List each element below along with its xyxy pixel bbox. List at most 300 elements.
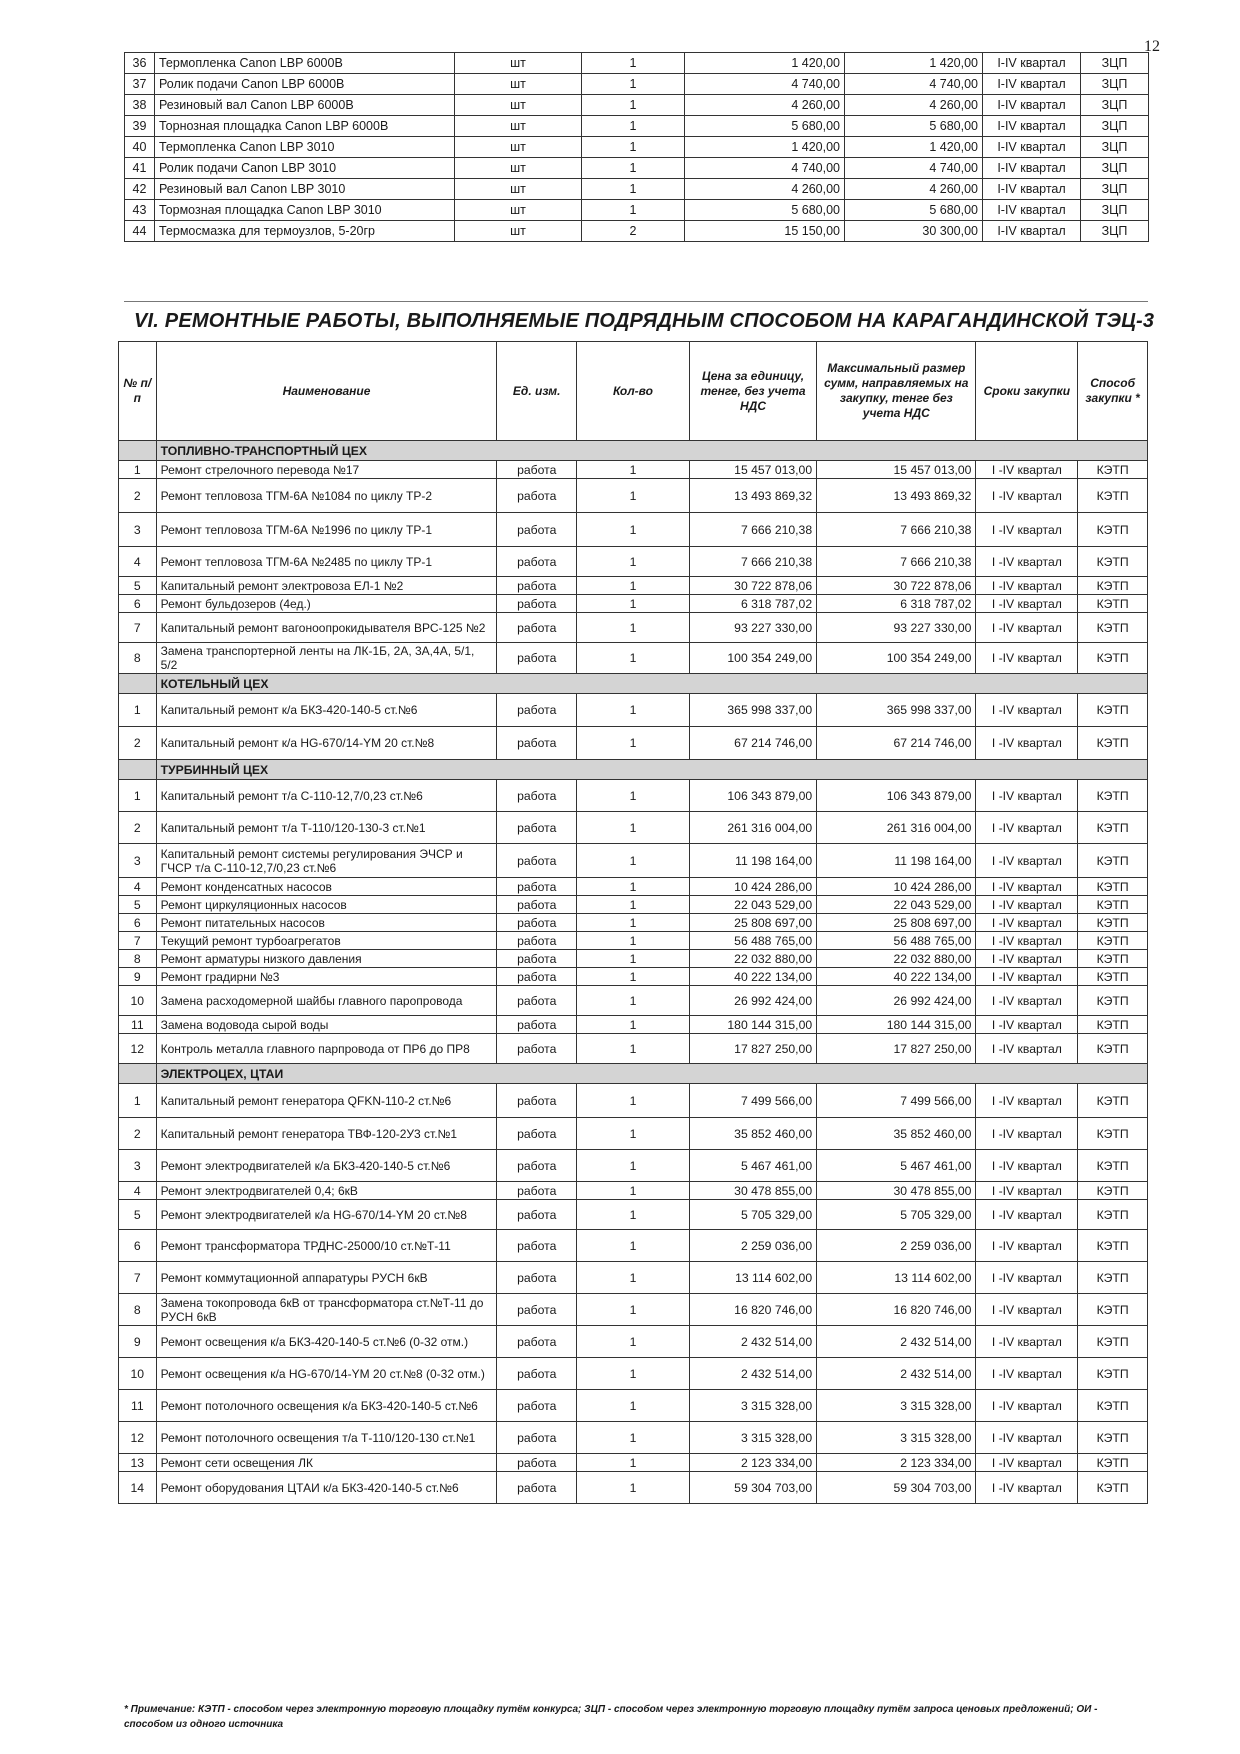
table-row [125, 116, 1149, 137]
row-number: 5 [119, 896, 157, 914]
unit: работа [497, 1454, 577, 1472]
unit: работа [497, 595, 577, 613]
row-number: 3 [119, 844, 157, 878]
max-amount: 30 300,00 [845, 221, 983, 242]
max-amount: 2 123 334,00 [817, 1454, 976, 1472]
unit: шт [455, 95, 582, 116]
quantity: 1 [577, 932, 690, 950]
unit-price: 5 680,00 [685, 116, 845, 137]
row-number: 36 [125, 53, 155, 74]
item-name: Ремонт оборудования ЦТАИ к/а БКЗ-420-140-5 ст.№6 [156, 1472, 497, 1504]
unit-price: 5 467 461,00 [689, 1150, 816, 1182]
purchase-method: КЭТП [1078, 1084, 1148, 1118]
purchase-period: I -IV квартал [976, 1294, 1078, 1326]
unit-price: 2 432 514,00 [689, 1358, 816, 1390]
row-number: 4 [119, 878, 157, 896]
unit: работа [497, 1230, 577, 1262]
item-name: Ремонт тепловоза ТГМ-6А №1084 по циклу ТР-2 [156, 479, 497, 513]
item-name: Капитальный ремонт генератора ТВФ-120-2У3 ст.№1 [156, 1118, 497, 1150]
quantity: 1 [582, 200, 685, 221]
purchase-method: КЭТП [1078, 844, 1148, 878]
unit: работа [497, 844, 577, 878]
purchase-period: I-IV квартал [983, 179, 1081, 200]
row-number: 41 [125, 158, 155, 179]
unit: работа [497, 613, 577, 643]
table-row [119, 1118, 1148, 1150]
purchase-period: I -IV квартал [976, 1200, 1078, 1230]
unit: работа [497, 1150, 577, 1182]
quantity: 1 [577, 1390, 690, 1422]
purchase-method: КЭТП [1078, 950, 1148, 968]
row-number: 1 [119, 780, 157, 812]
quantity: 1 [577, 812, 690, 844]
quantity: 1 [577, 727, 690, 760]
item-name: Капитальный ремонт вагоноопрокидывателя ВРС-125 №2 [156, 613, 497, 643]
unit: работа [497, 1084, 577, 1118]
max-amount: 59 304 703,00 [817, 1472, 976, 1504]
item-name: Контроль металла главного парпровода от ПР6 до ПР8 [156, 1034, 497, 1064]
item-name: Тормозная площадка Canon LBP 3010 [155, 200, 455, 221]
purchase-period: I -IV квартал [976, 932, 1078, 950]
section-title: VI. РЕМОНТНЫЕ РАБОТЫ, ВЫПОЛНЯЕМЫЕ ПОДРЯДНЫМ СПОСОБОМ НА КАРАГАНДИНСКОЙ ТЭЦ-3 [134, 310, 1155, 332]
quantity: 1 [577, 1326, 690, 1358]
quantity: 1 [577, 595, 690, 613]
quantity: 1 [577, 986, 690, 1016]
purchase-method: КЭТП [1078, 595, 1148, 613]
unit: шт [455, 116, 582, 137]
unit-price: 180 144 315,00 [689, 1016, 816, 1034]
unit: работа [497, 1390, 577, 1422]
unit: работа [497, 896, 577, 914]
unit: работа [497, 950, 577, 968]
purchase-period: I -IV квартал [976, 878, 1078, 896]
unit-price: 4 260,00 [685, 95, 845, 116]
row-number: 7 [119, 932, 157, 950]
table-row [119, 914, 1148, 932]
item-name: Ремонт сети освещения ЛК [156, 1454, 497, 1472]
table-row [119, 1230, 1148, 1262]
purchase-method: КЭТП [1078, 613, 1148, 643]
item-name: Ремонт тепловоза ТГМ-6А №2485 по циклу ТР-1 [156, 547, 497, 577]
page-number: 12 [1144, 38, 1160, 55]
item-name: Ремонт конденсатных насосов [156, 878, 497, 896]
row-number: 11 [119, 1016, 157, 1034]
quantity: 1 [577, 1294, 690, 1326]
table-row [119, 577, 1148, 595]
max-amount: 261 316 004,00 [817, 812, 976, 844]
max-amount: 93 227 330,00 [817, 613, 976, 643]
max-amount: 40 222 134,00 [817, 968, 976, 986]
row-number: 4 [119, 1182, 157, 1200]
header-unit-price: Цена за единицу, тенге, без учета НДС [689, 342, 816, 441]
purchase-period: I -IV квартал [976, 1016, 1078, 1034]
table-row [125, 179, 1149, 200]
department-row [119, 674, 1148, 694]
purchase-period: I -IV квартал [976, 1326, 1078, 1358]
item-name: Замена водовода сырой воды [156, 1016, 497, 1034]
max-amount: 4 740,00 [845, 74, 983, 95]
item-name: Ремонт электродвигателей 0,4; 6кВ [156, 1182, 497, 1200]
purchase-period: I -IV квартал [976, 812, 1078, 844]
table-row [119, 643, 1148, 674]
department-spacer [119, 441, 157, 461]
item-name: Ремонт стрелочного перевода №17 [156, 461, 497, 479]
purchase-method: КЭТП [1078, 643, 1148, 674]
unit: шт [455, 53, 582, 74]
purchase-method: КЭТП [1078, 694, 1148, 727]
table-row [125, 200, 1149, 221]
max-amount: 30 722 878,06 [817, 577, 976, 595]
unit-price: 40 222 134,00 [689, 968, 816, 986]
max-amount: 15 457 013,00 [817, 461, 976, 479]
row-number: 39 [125, 116, 155, 137]
table-row [119, 1150, 1148, 1182]
max-amount: 7 666 210,38 [817, 547, 976, 577]
row-number: 3 [119, 1150, 157, 1182]
purchase-method: КЭТП [1078, 1016, 1148, 1034]
row-number: 9 [119, 1326, 157, 1358]
row-number: 3 [119, 513, 157, 547]
purchase-method: КЭТП [1078, 914, 1148, 932]
purchase-period: I-IV квартал [983, 221, 1081, 242]
row-number: 44 [125, 221, 155, 242]
purchase-method: КЭТП [1078, 1118, 1148, 1150]
unit: работа [497, 727, 577, 760]
unit: работа [497, 1034, 577, 1064]
item-name: Ремонт бульдозеров (4ед.) [156, 595, 497, 613]
item-name: Ремонт потолочного освещения т/а Т-110/120-130 ст.№1 [156, 1422, 497, 1454]
item-name: Ролик подачи Canon LBP 6000B [155, 74, 455, 95]
purchase-method: КЭТП [1078, 1294, 1148, 1326]
max-amount: 67 214 746,00 [817, 727, 976, 760]
unit: работа [497, 577, 577, 595]
purchase-method: КЭТП [1078, 547, 1148, 577]
purchase-period: I-IV квартал [983, 116, 1081, 137]
unit: шт [455, 221, 582, 242]
unit-price: 13 114 602,00 [689, 1262, 816, 1294]
unit: работа [497, 1118, 577, 1150]
table-row [119, 932, 1148, 950]
quantity: 1 [582, 53, 685, 74]
purchase-period: I -IV квартал [976, 643, 1078, 674]
purchase-period: I -IV квартал [976, 1358, 1078, 1390]
unit: работа [497, 780, 577, 812]
item-name: Ремонт трансформатора ТРДНС-25000/10 ст.№Т-11 [156, 1230, 497, 1262]
max-amount: 13 114 602,00 [817, 1262, 976, 1294]
max-amount: 3 315 328,00 [817, 1422, 976, 1454]
max-amount: 2 259 036,00 [817, 1230, 976, 1262]
max-amount: 106 343 879,00 [817, 780, 976, 812]
unit: работа [497, 643, 577, 674]
header-number: № п/п [119, 342, 157, 441]
unit-price: 13 493 869,32 [689, 479, 816, 513]
purchase-method: КЭТП [1078, 1182, 1148, 1200]
item-name: Текущий ремонт турбоагрегатов [156, 932, 497, 950]
unit: работа [497, 1182, 577, 1200]
unit: работа [497, 1472, 577, 1504]
item-name: Резиновый вал Canon LBP 3010 [155, 179, 455, 200]
purchase-period: I-IV квартал [983, 95, 1081, 116]
purchase-period: I -IV квартал [976, 1084, 1078, 1118]
max-amount: 5 680,00 [845, 116, 983, 137]
unit-price: 10 424 286,00 [689, 878, 816, 896]
row-number: 6 [119, 1230, 157, 1262]
purchase-method: КЭТП [1078, 968, 1148, 986]
table-header-row [119, 342, 1148, 441]
item-name: Замена токопровода 6кВ от трансформатора ст.№Т-11 до РУСН 6кВ [156, 1294, 497, 1326]
max-amount: 56 488 765,00 [817, 932, 976, 950]
header-unit: Ед. изм. [497, 342, 577, 441]
row-number: 1 [119, 1084, 157, 1118]
purchase-period: I -IV квартал [976, 1230, 1078, 1262]
unit-price: 22 043 529,00 [689, 896, 816, 914]
quantity: 1 [577, 479, 690, 513]
table-row [119, 1262, 1148, 1294]
purchase-period: I -IV квартал [976, 613, 1078, 643]
item-name: Ремонт освещения к/а БКЗ-420-140-5 ст.№6 (0-32 отм.) [156, 1326, 497, 1358]
quantity: 1 [577, 1016, 690, 1034]
header-method: Способ закупки * [1078, 342, 1148, 441]
max-amount: 25 808 697,00 [817, 914, 976, 932]
unit-price: 2 123 334,00 [689, 1454, 816, 1472]
unit-price: 22 032 880,00 [689, 950, 816, 968]
row-number: 14 [119, 1472, 157, 1504]
item-name: Ремонт арматуры низкого давления [156, 950, 497, 968]
max-amount: 3 315 328,00 [817, 1390, 976, 1422]
unit-price: 16 820 746,00 [689, 1294, 816, 1326]
purchase-method: ЗЦП [1081, 200, 1149, 221]
purchase-period: I -IV квартал [976, 727, 1078, 760]
quantity: 1 [577, 1358, 690, 1390]
table-row [125, 221, 1149, 242]
purchase-period: I -IV квартал [976, 780, 1078, 812]
max-amount: 22 043 529,00 [817, 896, 976, 914]
max-amount: 17 827 250,00 [817, 1034, 976, 1064]
row-number: 2 [119, 1118, 157, 1150]
item-name: Термопленка Canon LBP 3010 [155, 137, 455, 158]
unit-price: 56 488 765,00 [689, 932, 816, 950]
purchase-method: КЭТП [1078, 1472, 1148, 1504]
table-row [125, 158, 1149, 179]
unit-price: 1 420,00 [685, 53, 845, 74]
purchase-period: I -IV квартал [976, 547, 1078, 577]
row-number: 4 [119, 547, 157, 577]
purchase-method: ЗЦП [1081, 116, 1149, 137]
unit-price: 5 680,00 [685, 200, 845, 221]
quantity: 1 [577, 1454, 690, 1472]
max-amount: 10 424 286,00 [817, 878, 976, 896]
department-spacer [119, 1064, 157, 1084]
purchase-method: КЭТП [1078, 1454, 1148, 1472]
unit-price: 4 260,00 [685, 179, 845, 200]
unit-price: 59 304 703,00 [689, 1472, 816, 1504]
table-row [119, 1200, 1148, 1230]
quantity: 1 [577, 878, 690, 896]
max-amount: 2 432 514,00 [817, 1358, 976, 1390]
quantity: 1 [577, 547, 690, 577]
unit-price: 30 478 855,00 [689, 1182, 816, 1200]
purchase-period: I-IV квартал [983, 200, 1081, 221]
item-name: Ремонт коммутационной аппаратуры РУСН 6кВ [156, 1262, 497, 1294]
quantity: 1 [577, 513, 690, 547]
item-name: Ремонт электродвигателей к/а БКЗ-420-140-5 ст.№6 [156, 1150, 497, 1182]
purchase-period: I -IV квартал [976, 1150, 1078, 1182]
item-name: Ремонт тепловоза ТГМ-6А №1996 по циклу ТР-1 [156, 513, 497, 547]
max-amount: 7 666 210,38 [817, 513, 976, 547]
max-amount: 4 260,00 [845, 95, 983, 116]
unit: работа [497, 1016, 577, 1034]
table-row [119, 595, 1148, 613]
table-row [119, 461, 1148, 479]
department-title: КОТЕЛЬНЫЙ ЦЕХ [156, 674, 1147, 694]
max-amount: 365 998 337,00 [817, 694, 976, 727]
quantity: 1 [582, 95, 685, 116]
department-row [119, 1064, 1148, 1084]
purchase-method: ЗЦП [1081, 137, 1149, 158]
purchase-period: I -IV квартал [976, 1034, 1078, 1064]
header-period: Сроки закупки [976, 342, 1078, 441]
purchase-method: КЭТП [1078, 1262, 1148, 1294]
table-row [119, 479, 1148, 513]
unit: работа [497, 461, 577, 479]
unit-price: 25 808 697,00 [689, 914, 816, 932]
quantity: 1 [582, 137, 685, 158]
unit: работа [497, 694, 577, 727]
max-amount: 5 467 461,00 [817, 1150, 976, 1182]
item-name: Капитальный ремонт генератора QFKN-110-2 ст.№6 [156, 1084, 497, 1118]
top-table-body [125, 53, 1149, 242]
header-name: Наименование [156, 342, 497, 441]
purchase-period: I -IV квартал [976, 1262, 1078, 1294]
item-name: Ремонт питательных насосов [156, 914, 497, 932]
unit: работа [497, 1422, 577, 1454]
quantity: 1 [577, 1150, 690, 1182]
max-amount: 7 499 566,00 [817, 1084, 976, 1118]
unit-price: 4 740,00 [685, 158, 845, 179]
row-number: 37 [125, 74, 155, 95]
quantity: 1 [577, 1262, 690, 1294]
unit: шт [455, 200, 582, 221]
row-number: 5 [119, 577, 157, 595]
table-row [119, 694, 1148, 727]
unit: работа [497, 812, 577, 844]
item-name: Капитальный ремонт к/а HG-670/14-YM 20 ст.№8 [156, 727, 497, 760]
repair-works-body [119, 441, 1148, 1504]
quantity: 1 [577, 694, 690, 727]
quantity: 1 [577, 461, 690, 479]
quantity: 1 [582, 116, 685, 137]
row-number: 12 [119, 1422, 157, 1454]
table-row [119, 986, 1148, 1016]
department-title: ТУРБИННЫЙ ЦЕХ [156, 760, 1147, 780]
table-row [125, 74, 1149, 95]
purchase-method: КЭТП [1078, 1422, 1148, 1454]
unit-price: 7 666 210,38 [689, 547, 816, 577]
row-number: 42 [125, 179, 155, 200]
unit-price: 15 150,00 [685, 221, 845, 242]
purchase-period: I -IV квартал [976, 1182, 1078, 1200]
department-spacer [119, 760, 157, 780]
purchase-method: КЭТП [1078, 780, 1148, 812]
purchase-method: КЭТП [1078, 727, 1148, 760]
purchase-method: КЭТП [1078, 812, 1148, 844]
purchase-period: I -IV квартал [976, 844, 1078, 878]
table-row [119, 1422, 1148, 1454]
item-name: Капитальный ремонт т/а Т-110/120-130-3 ст.№1 [156, 812, 497, 844]
purchase-method: ЗЦП [1081, 95, 1149, 116]
table-row [119, 1454, 1148, 1472]
row-number: 1 [119, 694, 157, 727]
unit: работа [497, 513, 577, 547]
unit: работа [497, 1326, 577, 1358]
purchase-method: КЭТП [1078, 1034, 1148, 1064]
max-amount: 4 740,00 [845, 158, 983, 179]
table-row [119, 547, 1148, 577]
purchase-period: I -IV квартал [976, 986, 1078, 1016]
row-number: 38 [125, 95, 155, 116]
item-name: Ролик подачи Canon LBP 3010 [155, 158, 455, 179]
table-row [119, 878, 1148, 896]
row-number: 11 [119, 1390, 157, 1422]
quantity: 1 [577, 896, 690, 914]
item-name: Замена расходомерной шайбы главного паропровода [156, 986, 497, 1016]
table-row [119, 1472, 1148, 1504]
purchase-method: КЭТП [1078, 1200, 1148, 1230]
row-number: 8 [119, 643, 157, 674]
quantity: 1 [582, 179, 685, 200]
purchase-period: I-IV квартал [983, 137, 1081, 158]
header-quantity: Кол-во [577, 342, 690, 441]
purchase-method: КЭТП [1078, 932, 1148, 950]
item-name: Ремонт потолочного освещения к/а БКЗ-420-140-5 ст.№6 [156, 1390, 497, 1422]
table-row [119, 513, 1148, 547]
purchase-method: КЭТП [1078, 1358, 1148, 1390]
purchase-method: КЭТП [1078, 878, 1148, 896]
purchase-period: I -IV квартал [976, 1422, 1078, 1454]
row-number: 2 [119, 812, 157, 844]
item-name: Резиновый вал Canon LBP 6000B [155, 95, 455, 116]
unit: работа [497, 1200, 577, 1230]
unit-price: 17 827 250,00 [689, 1034, 816, 1064]
unit: работа [497, 878, 577, 896]
item-name: Капитальный ремонт системы регулирования ЭЧСР и ГЧСР т/а С-110-12,7/0,23 ст.№6 [156, 844, 497, 878]
unit-price: 106 343 879,00 [689, 780, 816, 812]
unit-price: 7 666 210,38 [689, 513, 816, 547]
max-amount: 1 420,00 [845, 53, 983, 74]
unit-price: 35 852 460,00 [689, 1118, 816, 1150]
quantity: 1 [577, 1084, 690, 1118]
quantity: 1 [577, 613, 690, 643]
purchase-period: I -IV квартал [976, 914, 1078, 932]
item-name: Ремонт циркуляционных насосов [156, 896, 497, 914]
max-amount: 180 144 315,00 [817, 1016, 976, 1034]
purchase-method: КЭТП [1078, 986, 1148, 1016]
unit-price: 67 214 746,00 [689, 727, 816, 760]
quantity: 1 [577, 968, 690, 986]
purchase-period: I -IV квартал [976, 694, 1078, 727]
unit: работа [497, 479, 577, 513]
table-row [119, 1294, 1148, 1326]
unit-price: 261 316 004,00 [689, 812, 816, 844]
quantity: 1 [577, 1472, 690, 1504]
quantity: 1 [577, 643, 690, 674]
row-number: 2 [119, 479, 157, 513]
row-number: 7 [119, 1262, 157, 1294]
row-number: 1 [119, 461, 157, 479]
row-number: 10 [119, 986, 157, 1016]
table-row [119, 968, 1148, 986]
table-row [119, 1358, 1148, 1390]
